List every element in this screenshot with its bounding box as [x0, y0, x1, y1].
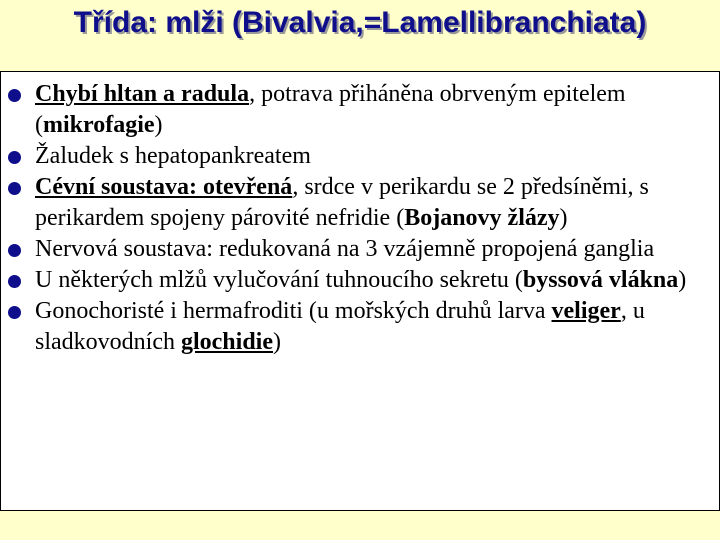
bullet-text: U některých mlžů vylučování tuhnoucího sekretu ( — [35, 267, 523, 293]
bullet-text: , srdce v perikardu se 2 předsíněmi, s perikardem spojeny párovité nefridie ( — [35, 174, 649, 231]
bullet-list — [1, 79, 719, 358]
bullet-text: Žaludek s hepatopankreatem — [35, 143, 311, 169]
bullet-text-bold: Chybí hltan a radula — [35, 81, 250, 107]
bullet-dot-icon — [8, 306, 21, 319]
bullet-dot-icon — [8, 275, 21, 288]
bullet-item-byssus — [1, 265, 719, 296]
slide-title: Třída: mlži (Bivalvia,=Lamellibranchiata) — [73, 6, 647, 39]
bullet-text-bold: veliger — [551, 298, 621, 324]
bullet-text-bold: mikrofagie — [43, 112, 155, 138]
bullet-text: , potrava přiháněna obrveným epitelem ( — [35, 81, 626, 138]
bullet-dot-icon — [8, 89, 21, 102]
bullet-item-nervous — [1, 234, 719, 265]
bullet-text-bold: Bojanovy žlázy — [404, 205, 560, 231]
bullet-text: , u sladkovodních — [35, 298, 645, 355]
bullet-dot-icon — [8, 244, 21, 257]
bullet-text: ) — [154, 112, 163, 138]
bullet-text-bold: glochidie — [180, 329, 273, 355]
bullet-text: Nervová soustava: redukovaná na 3 vzájemně propojená ganglia — [35, 236, 655, 262]
bullet-dot-icon — [8, 151, 21, 164]
bullet-text-bold: byssová vlákna — [522, 267, 679, 293]
bullet-text: Gonochoristé i hermafroditi (u mořských druhů larva — [35, 298, 552, 324]
bullet-item-stomach — [1, 141, 719, 172]
bullet-item-reproduction — [1, 296, 719, 358]
bullet-item-feeding — [1, 79, 719, 141]
content-box — [0, 71, 720, 511]
bullet-text: ) — [273, 329, 281, 355]
bullet-text: ) — [678, 267, 687, 293]
bullet-dot-icon — [8, 182, 21, 195]
bullet-item-circulatory — [1, 172, 719, 234]
bullet-text: ) — [559, 205, 568, 231]
bullet-text-bold: Cévní soustava: otevřená — [35, 174, 293, 200]
